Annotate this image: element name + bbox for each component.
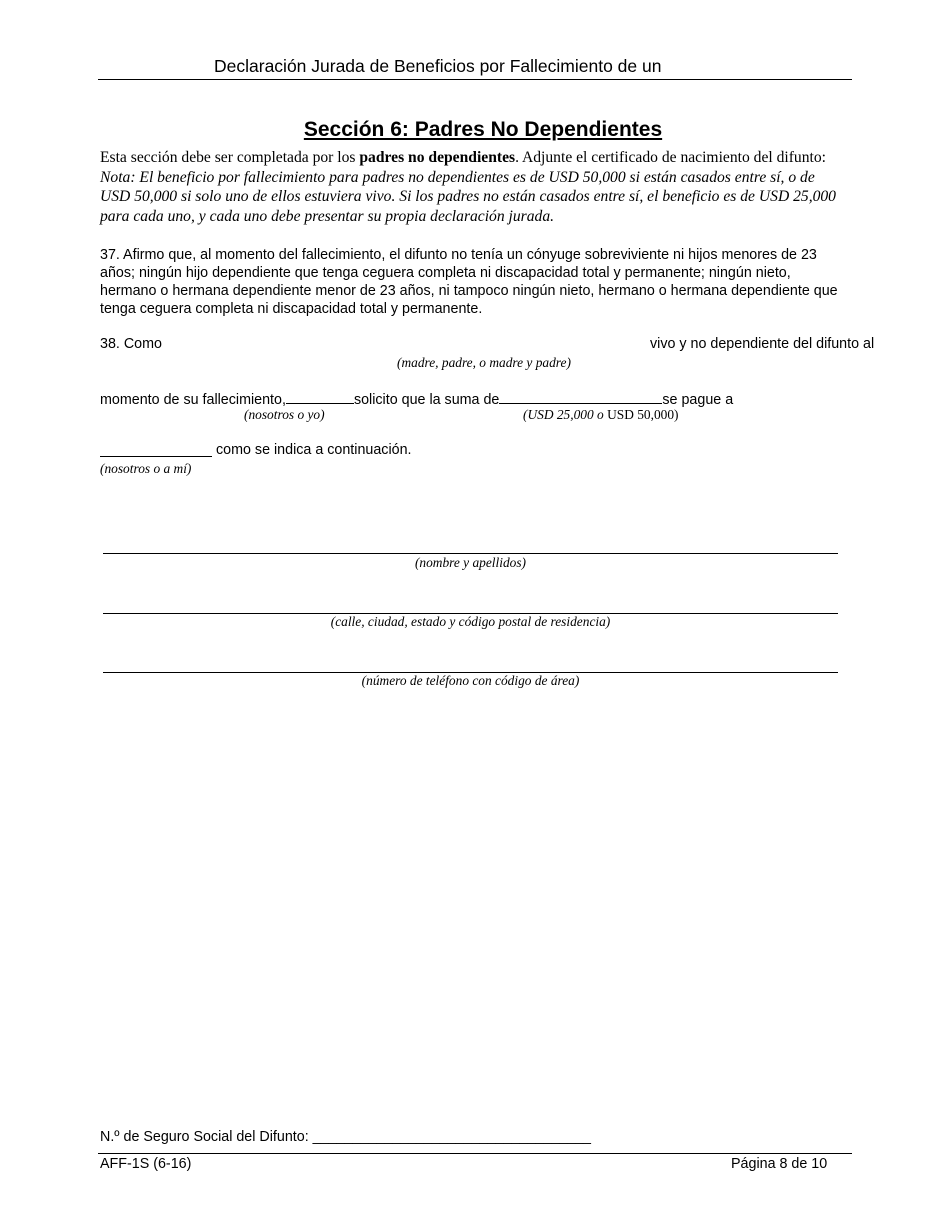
section-title: Sección 6: Padres No Dependientes [303, 118, 663, 141]
phone-caption: (número de teléfono con código de área) [361, 673, 580, 688]
ssn-row [100, 1129, 591, 1145]
line2-text-a: momento de su fallecimiento, [100, 392, 286, 408]
amount-field[interactable] [499, 389, 662, 404]
item-38-trail: vivo y no dependiente del difunto al [650, 336, 875, 352]
amount-caption-italic: (USD 25,000 o [523, 407, 604, 422]
address-caption: (calle, ciudad, estado y código postal de residencia) [330, 614, 611, 629]
name-caption: (nombre y apellidos) [414, 555, 527, 570]
item-38-line3: como se indica a continuación. [216, 442, 412, 458]
item-38-line2 [100, 389, 733, 408]
section-intro [100, 148, 845, 226]
intro-note: Nota: El beneficio por fallecimiento para padres no dependientes es de USD 50,000 si están casados entre sí, o de USD 50,000 si solo uno de ellos estuviera vivo. Si los padres no están casados entre sí, el beneficio es de USD 25,000 para cada uno, y cada uno debe presentar su propia declaración jurada. [100, 168, 836, 225]
document-header-title: Declaración Jurada de Beneficios por Fallecimiento de un [214, 56, 662, 76]
page-number: Página 8 de 10 [731, 1156, 828, 1172]
item-38-lead: 38. Como [100, 336, 162, 352]
form-id: AFF-1S (6-16) [100, 1156, 192, 1172]
header-divider [98, 79, 852, 80]
we-or-i-caption: (nosotros o yo) [244, 407, 325, 422]
intro-bold: padres no dependientes [359, 149, 516, 166]
line2-text-b: solicito que la suma de [353, 392, 500, 408]
payee-field[interactable] [100, 442, 212, 457]
payee-caption: (nosotros o a mí) [100, 461, 192, 476]
line2-text-c: se pague a [662, 392, 734, 408]
item-37-text: 37. Afirmo que, al momento del fallecimiento, el difunto no tenía un cónyuge sobreviviente ni hijos menores de 23 años; ningún hijo dependiente que tenga ceguera completa ni discapacidad total y permanente; ningún nieto, hermano o hermana dependiente menor de 23 años, ni tampoco ningún nieto, hermano o hermana dependiente que tenga ceguera completa ni discapacidad total y permanente. [100, 247, 838, 317]
ssn-label: N.º de Seguro Social del Difunto: [100, 1129, 309, 1145]
intro-text-a: Esta sección debe ser completada por los [100, 149, 360, 166]
parent-type-field[interactable] [172, 338, 642, 354]
name-field[interactable] [103, 553, 838, 554]
footer-divider [98, 1153, 852, 1154]
amount-caption [523, 407, 679, 423]
amount-caption-plain: USD 50,000) [607, 407, 679, 422]
we-or-i-field[interactable] [286, 389, 354, 404]
ssn-field[interactable]: ___________________________________ [312, 1129, 591, 1145]
intro-text-b: . Adjunte el certificado de nacimiento del difunto: [515, 149, 826, 166]
parent-type-caption: (madre, padre, o madre y padre) [397, 355, 571, 370]
